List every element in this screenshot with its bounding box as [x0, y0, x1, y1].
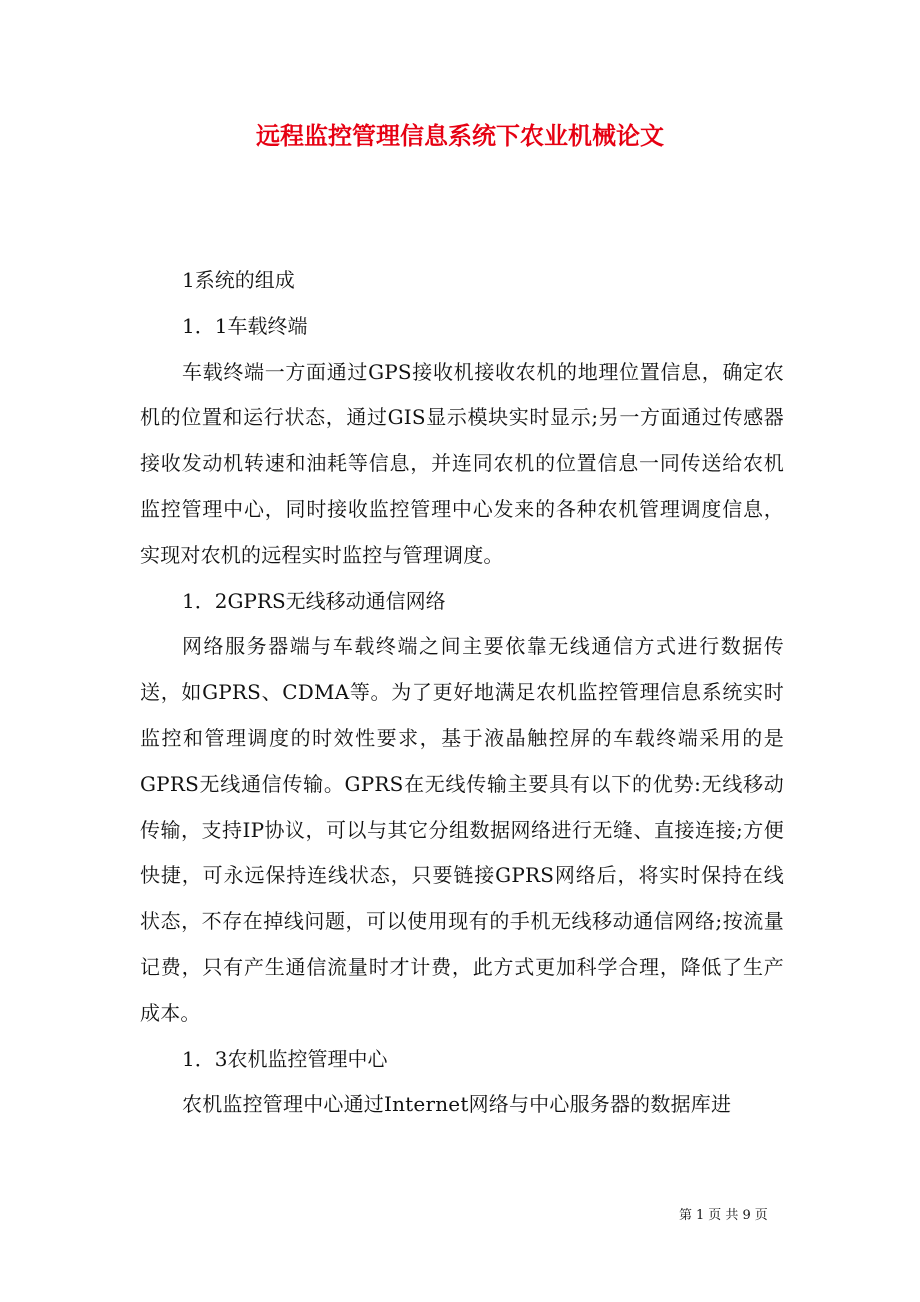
body-paragraph: 车载终端一方面通过GPS接收机接收农机的地理位置信息，确定农机的位置和运行状态，通过GIS显示模块实时显示;另一方面通过传感器接收发动机转速和油耗等信息，并连同农机的位置信息一同传送给农机监控管理中心，同时接收监控管理中心发来的各种农机管理调度信息，实现对农机的远程实时监控与管理调度。 — [140, 359, 784, 567]
footer-prefix: 第 — [679, 1208, 693, 1223]
footer-middle: 页 共 — [708, 1208, 739, 1223]
body-paragraph: 网络服务器端与车载终端之间主要依靠无线通信方式进行数据传送，如GPRS、CDMA等。为了更好地满足农机监控管理信息系统实时监控和管理调度的时效性要求，基于液晶触控屏的车载终端采用的是GPRS无线通信传输。GPRS在无线传输主要具有以下的优势:无线移动传输，支持IP协议，可以与其它分组数据网络进行无缝、直接连接;方便快捷，可永远保持连线状态，只要链接GPRS网络后，将实时保持在线状态，不存在掉线问题，可以使用现有的手机无线移动通信网络;按流量记费，只有产生通信流量时才计费，此方式更加科学合理，降低了生产成本。 — [140, 634, 784, 1025]
page-footer — [677, 1206, 770, 1226]
footer-suffix: 页 — [754, 1208, 768, 1223]
subsection-heading: 1．1车载终端 — [182, 313, 308, 338]
page-number: 1 — [696, 1208, 705, 1223]
body-paragraph: 农机监控管理中心通过Internet网络与中心服务器的数据库进 — [182, 1092, 732, 1117]
page-total: 9 — [742, 1208, 751, 1223]
section-heading: 1系统的组成 — [182, 268, 295, 292]
document-body — [140, 258, 784, 1128]
subsection-heading: 1．3农机监控管理中心 — [182, 1046, 388, 1071]
subsection-heading: 1．2GPRS无线移动通信网络 — [182, 588, 446, 613]
document-title: 远程监控管理信息系统下农业机械论文 — [256, 121, 664, 150]
